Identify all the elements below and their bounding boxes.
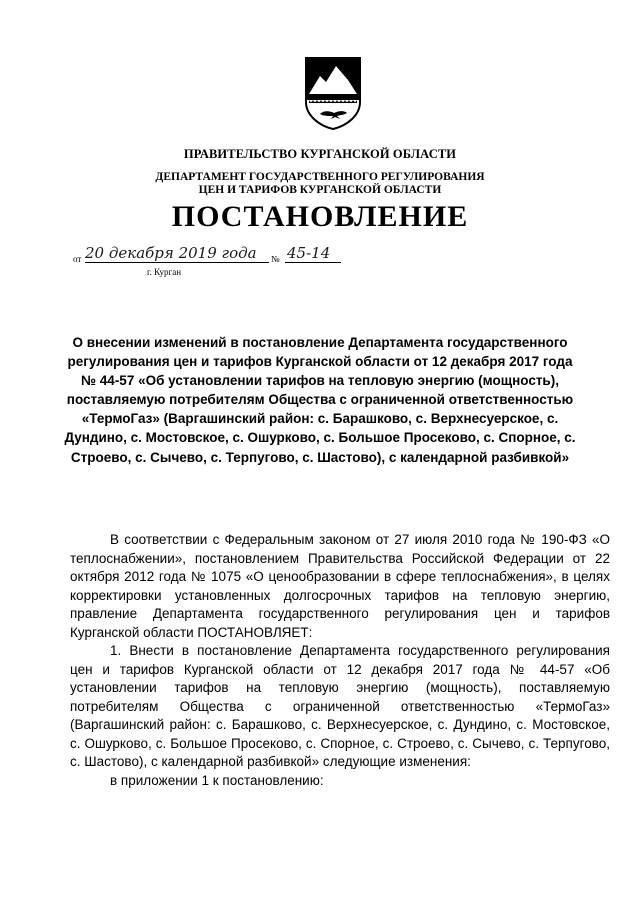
department-name: ДЕПАРТАМЕНТ ГОСУДАРСТВЕННОГО РЕГУЛИРОВАНИЯ ЦЕН И ТАРИФОВ КУРГАНСКОЙ ОБЛАСТИ [155, 171, 485, 196]
city-label: г. Курган [147, 267, 182, 277]
body-paragraph-item-1: 1. Внести в постановление Департамента государственного регулирования цен и тарифов Курганской области от 12 декабря 2017 года № 44-57 «Об установлении тарифов на тепловую энергию (мощность), поставляемую потребителям Общества с ограниченной ответственностью «ТермоГаз» (Варгашинский район: с. Барашково, с. Верхнесуерское, с. Дундино, с. Мостовское, с. Ошурково, с. Большое Просеково, с. Спорное, с. Строево, с. Сычево, с. Терпугово, с. Шастово), с календарной разбивкой» следующие изменения: [70, 643, 610, 769]
body-paragraph-appendix: в приложении 1 к постановлению: [110, 772, 324, 788]
number-prefix: № [271, 254, 280, 264]
coat-of-arms-icon [304, 56, 362, 130]
document-subject: О внесении изменений в постановление Департамента государственного регулирования цен и тарифов Курганской области от 12 декабря 2017 года № 44-57 «Об установлении тарифов на тепловую энергию (мощность), поставляемую потребителям Общества с ограниченной ответственностью «ТермоГаз» (Варгашинский район: с. Барашково, с. Верхнесуерское, с. Дундино, с. Мостовское, с. Ошурково, с. Большое Просеково, с. Спорное, с. Строево, с. Сычево, с. Терпугово, с. Шастово), с календарной разбивкой» [64, 335, 576, 465]
document-date: 20 декабря 2019 года [85, 244, 269, 263]
date-prefix: от [73, 254, 82, 264]
body-paragraph-preamble: В соответствии с Федеральным законом от 27 июля 2010 года № 190-ФЗ «О теплоснабжении», постановлением Правительства Российской Федерации от 22 октября 2012 года № 1075 «О ценообразовании в сфере теплоснабжения», в целях корректировки установленных долгосрочных тарифов на тепловую энергию, правление Департамента государственного регулирования цен и тарифов Курганской области ПОСТАНОВЛЯЕТ: [70, 532, 610, 640]
document-number: 45-14 [285, 244, 341, 263]
government-name: ПРАВИТЕЛЬСТВО КУРГАНСКОЙ ОБЛАСТИ [183, 147, 457, 161]
document-body [70, 531, 610, 790]
document-title: ПОСТАНОВЛЕНИЕ [171, 200, 469, 233]
dateline [73, 246, 373, 268]
